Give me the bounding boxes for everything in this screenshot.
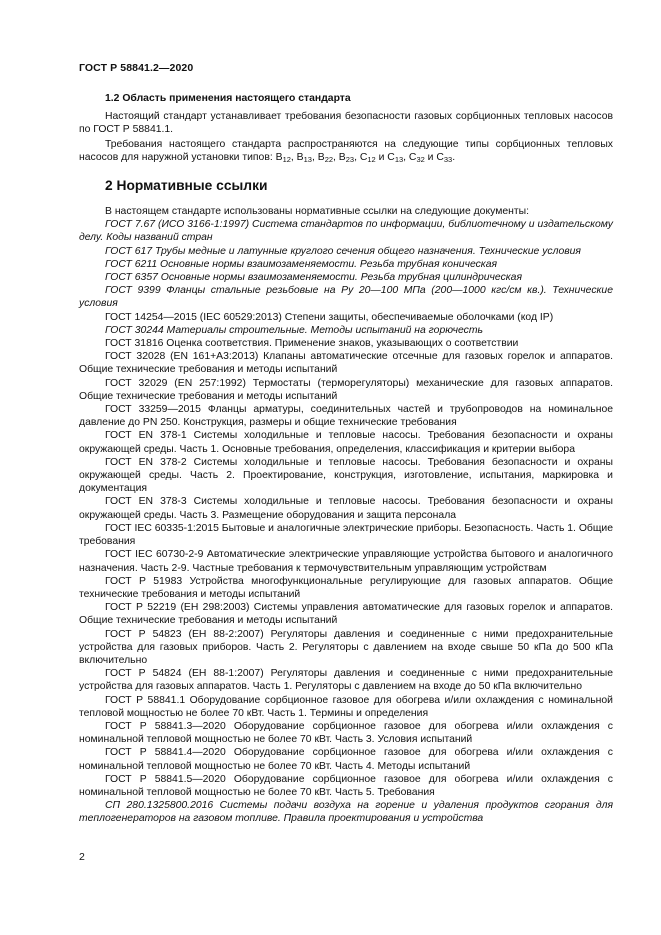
references-intro: В настоящем стандарте использованы нормативные ссылки на следующие документы: — [105, 206, 529, 218]
reference-item: ГОСТ 30244 Материалы строительные. Методы испытаний на горючесть — [105, 324, 483, 336]
reference-item: ГОСТ Р 52219 (ЕН 298:2003) Системы управления автоматические для газовых горелок и аппаратов. Общие технические требования и методы испытаний — [79, 602, 613, 627]
scope-paragraph-2: Требования настоящего стандарта распространяются на следующие типы сорбционных тепловых насосов для наружной установки типов: B12, B13, B22, B23, C12 и C13, C32 и C33. — [79, 138, 613, 164]
reference-item: СП 280.1325800.2016 Системы подачи воздуха на горение и удаления продуктов сгорания для теплогенераторов на газовом топливе. Правила проектирования и устройства — [79, 800, 613, 825]
reference-item: ГОСТ Р 58841.4—2020 Оборудование сорбционное газовое для обогрева и/или охлаждения с номинальной тепловой мощностью не более 70 кВт. Часть 4. Методы испытаний — [79, 747, 613, 772]
reference-item: ГОСТ 6357 Основные нормы взаимозаменяемости. Резьба трубная цилиндрическая — [105, 272, 523, 284]
reference-item: ГОСТ IEC 60335-1:2015 Бытовые и аналогичные электрические приборы. Безопасность. Часть 1. Общие требования — [79, 522, 613, 548]
subsection-title: 1.2 Область применения настоящего стандарта — [105, 93, 351, 104]
scope-paragraph-1: Настоящий стандарт устанавливает требования безопасности газовых сорбционных тепловых насосов по ГОСТ Р 58841.1. — [79, 111, 613, 136]
page-content — [79, 92, 613, 826]
page-number: 2 — [79, 851, 85, 863]
reference-item: ГОСТ Р 54824 (ЕН 88-1:2007) Регуляторы давления и соединенные с ними предохранительные устройства для газовых аппаратов. Часть 1. Регуляторы с давлением на входе до 50 кПа включительно — [79, 668, 613, 693]
reference-item: ГОСТ Р 54823 (ЕН 88-2:2007) Регуляторы давления и соединенные с ними предохранительные устройства для газовых приборов. Часть 2. Регуляторы с давлением на входе свыше 50 кПа до 500 кПа включительно — [79, 628, 613, 666]
reference-item: ГОСТ EN 378-3 Системы холодильные и тепловые насосы. Требования безопасности и охраны окружающей среды. Часть 3. Размещение оборудования и защита персонала — [79, 496, 613, 521]
reference-item: ГОСТ 6211 Основные нормы взаимозаменяемости. Резьба трубная коническая — [105, 258, 498, 270]
reference-item: ГОСТ 31816 Оценка соответствия. Применение знаков, указывающих о соответствии — [105, 338, 519, 350]
reference-list — [79, 218, 613, 825]
reference-item: ГОСТ 14254—2015 (IEC 60529:2013) Степени защиты, обеспечиваемые оболочками (код IP) — [105, 311, 554, 323]
reference-item: ГОСТ IEC 60730-2-9 Автоматические электрические управляющие устройства бытового и аналогичного назначения. Часть 2-9. Частные требования к термочувствительным управляющим устройствам — [79, 549, 613, 574]
reference-item: ГОСТ 32028 (EN 161+A3:2013) Клапаны автоматические отсечные для газовых горелок и аппаратов. Общие технические требования и методы испытаний — [79, 351, 613, 376]
reference-item: ГОСТ 9399 Фланцы стальные резьбовые на Ру 20—100 МПа (200—1000 кгс/см кв.). Технические условия — [79, 285, 613, 310]
reference-item: ГОСТ Р 58841.1 Оборудование сорбционное газовое для обогрева и/или охлаждения с номинальной тепловой мощностью не более 70 кВт. Часть 1. Термины и определения — [79, 694, 613, 719]
reference-item: ГОСТ EN 378-2 Системы холодильные и тепловые насосы. Требования безопасности и охраны окружающей среды. Часть 2. Проектирование, конструкция, изготовление, испытания, маркировка и документация — [79, 456, 613, 495]
section-title: 2 Нормативные ссылки — [105, 178, 268, 194]
reference-item: ГОСТ Р 51983 Устройства многофункциональные регулирующие для газовых аппаратов. Общие технические требования и методы испытаний — [79, 575, 613, 600]
reference-item: ГОСТ 32029 (EN 257:1992) Термостаты (терморегуляторы) механические для газовых аппаратов. Общие технические требования и методы испытаний — [79, 377, 613, 402]
reference-item: ГОСТ EN 378-1 Системы холодильные и тепловые насосы. Требования безопасности и охраны окружающей среды. Часть 1. Основные требования, определения, классификация и критерии выбора — [79, 430, 613, 455]
document-header: ГОСТ Р 58841.2—2020 — [79, 62, 194, 74]
reference-item: ГОСТ 617 Трубы медные и латунные круглого сечения общего назначения. Технические условия — [105, 245, 581, 257]
reference-item: ГОСТ Р 58841.3—2020 Оборудование сорбционное газовое для обогрева и/или охлаждения с номинальной тепловой мощностью не более 70 кВт. Часть 3. Условия испытаний — [79, 720, 613, 746]
reference-item: ГОСТ 7.67 (ИСО 3166-1:1997) Система стандартов по информации, библиотечному и издательскому делу. Коды названий стран — [79, 219, 613, 244]
reference-item: ГОСТ Р 58841.5—2020 Оборудование сорбционное газовое для обогрева и/или охлаждения с номинальной тепловой мощностью не более 70 кВт. Часть 5. Требования — [79, 773, 613, 798]
reference-item: ГОСТ 33259—2015 Фланцы арматуры, соединительных частей и трубопроводов на номинальное давление до PN 250. Конструкция, размеры и общие технические требования — [79, 404, 613, 429]
